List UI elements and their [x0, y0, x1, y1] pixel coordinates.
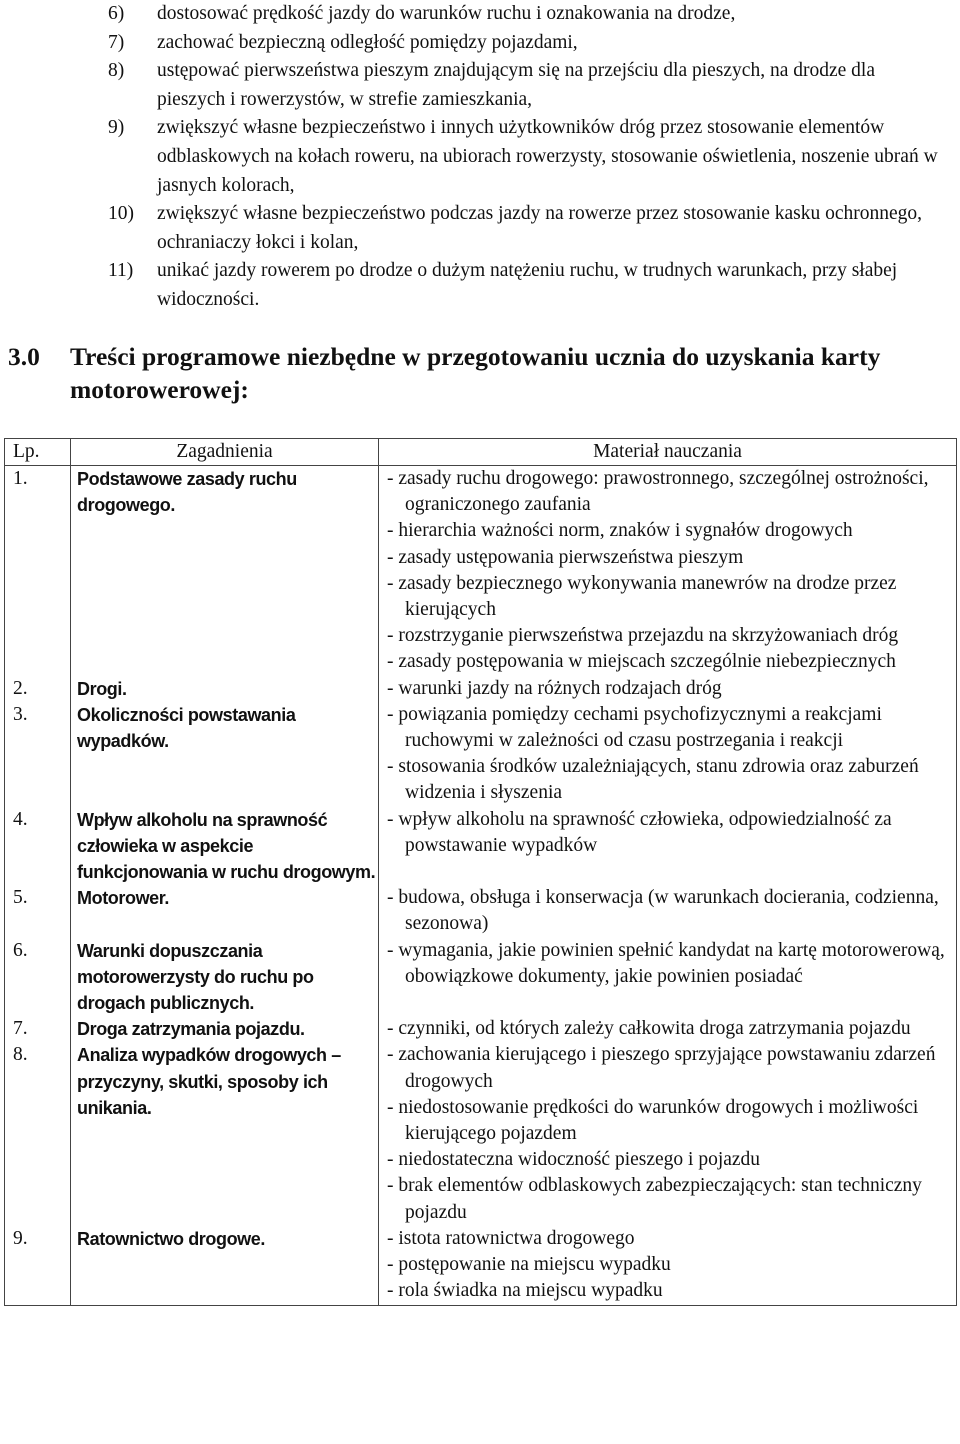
curriculum-table	[4, 438, 957, 1306]
section-heading	[8, 340, 938, 406]
row-topic: Wpływ alkoholu na sprawność człowieka w aspekcie funkcjonowania w ruchu drogowym.	[71, 807, 379, 886]
row-number: 4.	[5, 807, 71, 886]
material-item: - rola świadka na miejscu wypadku	[387, 1280, 663, 1302]
rules-list	[108, 0, 948, 315]
row-material	[379, 1226, 957, 1305]
list-item-text: zwiększyć własne bezpieczeństwo podczas jazdy na rowerze przez stosowanie kasku ochronnego, ochraniaczy łokci i kolan,	[157, 203, 923, 253]
row-material	[379, 1016, 957, 1042]
material-item: - hierarchia ważności norm, znaków i sygnałów drogowych	[387, 520, 853, 542]
material-item: - powiązania pomiędzy cechami psychofizycznymi a reakcjami ruchowymi w zależności od czasu postrzegania i reakcji	[387, 703, 882, 752]
material-item: - zasady ustępowania pierwszeństwa pieszym	[387, 546, 744, 568]
header-topic: Zagadnienia	[71, 439, 379, 466]
list-item-number: 9)	[108, 117, 125, 139]
list-item	[108, 57, 948, 114]
row-material	[379, 807, 957, 886]
row-topic: Droga zatrzymania pojazdu.	[71, 1016, 379, 1042]
row-topic: Motorower.	[71, 885, 379, 937]
table-body	[5, 466, 957, 1306]
list-item	[108, 200, 948, 257]
list-item	[108, 257, 948, 314]
section-number: 3.0	[8, 342, 40, 371]
row-material	[379, 1042, 957, 1225]
table-row	[5, 466, 957, 676]
row-topic: Analiza wypadków drogowych – przyczyny, skutki, sposoby ich unikania.	[71, 1042, 379, 1225]
row-material	[379, 466, 957, 676]
list-item-text: dostosować prędkość jazdy do warunków ruchu i oznakowania na drodze,	[157, 3, 736, 24]
list-item-text: zwiększyć własne bezpieczeństwo i innych użytkowników dróg przez stosowanie elementów odblaskowych na kołach roweru, na ubiorach rowerzysty, stosowanie oświetlenia, noszenie ubrań w jasnych kolorach,	[157, 117, 938, 196]
row-number: 7.	[5, 1016, 71, 1042]
row-topic: Warunki dopuszczania motorowerzysty do ruchu po drogach publicznych.	[71, 938, 379, 1017]
material-item: - budowa, obsługa i konserwacja (w warunkach docierania, codzienna, sezonowa)	[387, 887, 939, 935]
material-item: - brak elementów odblaskowych zabezpieczających: stan techniczny pojazdu	[387, 1175, 922, 1223]
table-header-row	[5, 439, 957, 466]
row-number: 3.	[5, 702, 71, 807]
list-item-number: 10)	[108, 203, 134, 225]
table-row	[5, 1016, 957, 1042]
row-material	[379, 938, 957, 1017]
list-item	[108, 0, 948, 29]
table-row	[5, 676, 957, 702]
material-item: - zasady ruchu drogowego: prawostronnego, szczególnej ostrożności, ograniczonego zaufania	[387, 468, 929, 516]
material-item: - wymagania, jakie powinien spełnić kandydat na kartę motorowerową, obowiązkowe dokumenty, jakie powinien posiadać	[387, 939, 945, 987]
table-row	[5, 702, 957, 807]
table-row	[5, 1226, 957, 1305]
material-item: - postępowanie na miejscu wypadku	[387, 1254, 671, 1276]
material-item: - niedostosowanie prędkości do warunków drogowych i możliwości kierującego pojazdem	[387, 1096, 919, 1145]
row-topic: Ratownictwo drogowe.	[71, 1226, 379, 1305]
material-item: - stosowania środków uzależniających, stanu zdrowia oraz zaburzeń widzenia i słyszenia	[387, 756, 919, 804]
header-material: Materiał nauczania	[379, 439, 957, 466]
row-number: 6.	[5, 938, 71, 1017]
material-item: - rozstrzyganie pierwszeństwa przejazdu na skrzyżowaniach dróg	[387, 625, 899, 647]
material-item: - niedostateczna widoczność pieszego i pojazdu	[387, 1149, 761, 1171]
row-topic: Drogi.	[71, 676, 379, 702]
list-item	[108, 114, 948, 200]
row-material	[379, 885, 957, 937]
list-item-number: 11)	[108, 260, 134, 282]
material-item: - wpływ alkoholu na sprawność człowieka, odpowiedzialność za powstawanie wypadków	[387, 808, 892, 856]
list-item-text: ustępować pierwszeństwa pieszym znajdującym się na przejściu dla pieszych, na drodze dla pieszych i rowerzystów, w strefie zamieszkania,	[157, 60, 875, 110]
material-item: - czynniki, od których zależy całkowita droga zatrzymania pojazdu	[387, 1018, 911, 1040]
header-lp: Lp.	[5, 439, 71, 466]
material-item: - zasady postępowania w miejscach szczególnie niebezpiecznych	[387, 651, 896, 673]
list-item-text: unikać jazdy rowerem po drodze o dużym natężeniu ruchu, w trudnych warunkach, przy słabej widoczności.	[157, 260, 898, 310]
material-item: - warunki jazdy na różnych rodzajach dróg	[387, 677, 722, 699]
material-item: - zasady bezpiecznego wykonywania manewrów na drodze przez kierujących	[387, 572, 897, 621]
row-number: 8.	[5, 1042, 71, 1225]
list-item-text: zachować bezpieczną odległość pomiędzy pojazdami,	[157, 31, 578, 53]
row-topic: Podstawowe zasady ruchu drogowego.	[71, 466, 379, 676]
row-number: 9.	[5, 1226, 71, 1305]
row-number: 5.	[5, 885, 71, 937]
table-row	[5, 807, 957, 886]
material-item: - zachowania kierującego i pieszego sprzyjające powstawaniu zdarzeń drogowych	[387, 1044, 936, 1092]
table-row	[5, 1042, 957, 1225]
row-material	[379, 702, 957, 807]
row-material	[379, 676, 957, 702]
table-row	[5, 938, 957, 1017]
table-row	[5, 885, 957, 937]
list-item-number: 6)	[108, 3, 125, 24]
row-number: 1.	[5, 466, 71, 676]
list-item	[108, 29, 948, 58]
list-item-number: 7)	[108, 31, 125, 53]
row-topic: Okoliczności powstawania wypadków.	[71, 702, 379, 807]
material-item: - istota ratownictwa drogowego	[387, 1227, 635, 1249]
list-item-number: 8)	[108, 60, 125, 82]
section-title: Treści programowe niezbędne w przegotowaniu ucznia do uzyskania karty motorowerowej:	[70, 342, 881, 404]
row-number: 2.	[5, 676, 71, 702]
